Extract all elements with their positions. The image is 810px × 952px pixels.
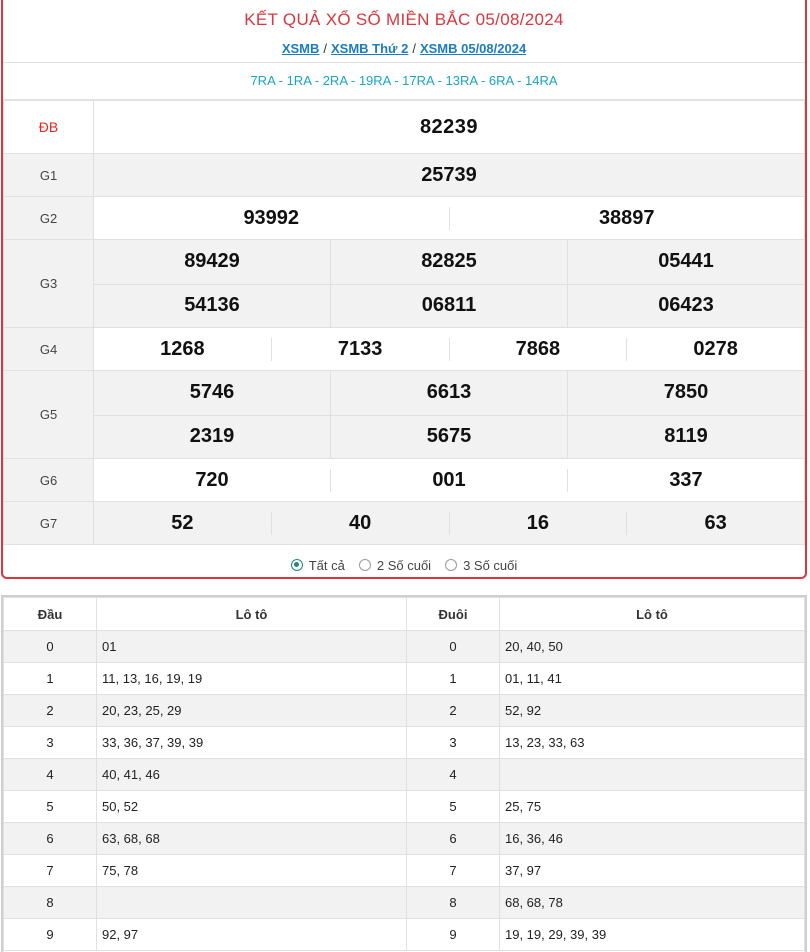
duoi-values: 16, 36, 46 [500,823,805,855]
duoi-digit: 9 [407,919,500,951]
filter-all-radio[interactable] [291,558,345,573]
duoi-digit: 4 [407,759,500,791]
prize-label-g7: G7 [4,502,94,545]
dau-values [97,887,407,919]
prize-label-g3: G3 [4,240,94,328]
breadcrumb-xsmb-thu2-link[interactable]: XSMB Thứ 2 [331,41,409,56]
prize-number: 06423 [567,284,804,328]
prize-number: 5675 [330,415,567,459]
radio-unchecked-icon [445,559,457,571]
prize-label-g1: G1 [4,154,94,197]
radio-unchecked-icon [359,559,371,571]
prize-label-g2: G2 [4,197,94,240]
prize-number: 82825 [330,240,567,284]
duoi-values: 52, 92 [500,695,805,727]
duoi-digit: 8 [407,887,500,919]
prize-number: 38897 [449,207,805,230]
prize-number: 25739 [94,154,805,197]
prize-row-g4 [4,328,805,371]
dau-values: 33, 36, 37, 39, 39 [97,727,407,759]
dau-values: 75, 78 [97,855,407,887]
loto-row [4,727,805,759]
prize-number: 8119 [567,415,804,459]
prize-label-g6: G6 [4,459,94,502]
prize-number: 06811 [330,284,567,328]
header-loto: Lô tô [500,598,805,631]
prize-number: 1268 [160,337,205,360]
results-table [3,100,805,545]
loto-row [4,695,805,727]
result-panel [1,0,807,579]
breadcrumb [3,40,805,62]
prize-row-g7 [4,502,805,545]
prize-row-g6 [4,459,805,502]
loto-row [4,791,805,823]
duoi-digit: 3 [407,727,500,759]
prize-number: 5746 [189,381,235,404]
prize-number: 40 [271,512,449,535]
dau-digit: 5 [4,791,97,823]
prize-row-g3 [4,240,805,328]
prize-number: 001 [330,469,567,492]
dau-digit: 6 [4,823,97,855]
dau-values: 92, 97 [97,919,407,951]
filter-2-digits-radio[interactable] [359,558,431,573]
duoi-digit: 2 [407,695,500,727]
loto-row [4,887,805,919]
loto-panel [1,595,807,952]
prize-number: 93992 [243,206,300,229]
header-dau: Đầu [4,598,97,631]
dau-digit: 1 [4,663,97,695]
prize-number: 7868 [449,338,627,361]
special-prize-number: 82239 [94,101,805,154]
dau-digit: 9 [4,919,97,951]
dau-values: 63, 68, 68 [97,823,407,855]
header-loto: Lô tô [97,598,407,631]
duoi-digit: 1 [407,663,500,695]
duoi-values: 20, 40, 50 [500,631,805,663]
prize-number: 16 [449,512,627,535]
loto-row [4,663,805,695]
dau-digit: 7 [4,855,97,887]
dau-values: 40, 41, 46 [97,759,407,791]
filter-all-label: Tất cả [308,557,345,573]
filter-2-digits-label: 2 Số cuối [376,557,432,573]
duoi-values [500,759,805,791]
duoi-values: 01, 11, 41 [500,663,805,695]
duoi-digit: 7 [407,855,500,887]
radio-checked-icon [291,559,303,571]
dau-values: 50, 52 [97,791,407,823]
prize-number: 63 [626,512,804,535]
prize-row-g2 [4,197,805,240]
loto-row [4,855,805,887]
filter-3-digits-label: 3 Số cuối [463,557,518,573]
prize-number: 337 [567,469,804,492]
duoi-digit: 6 [407,823,500,855]
duoi-values: 19, 19, 29, 39, 39 [500,919,805,951]
draw-codes: 7RA - 1RA - 2RA - 19RA - 17RA - 13RA - 6RA - 14RA [3,62,805,100]
breadcrumb-xsmb-date-link[interactable]: XSMB 05/08/2024 [419,41,527,56]
prize-row-db [4,101,805,154]
duoi-values: 37, 97 [500,855,805,887]
dau-digit: 3 [4,727,97,759]
loto-row [4,759,805,791]
dau-values: 01 [97,631,407,663]
prize-number: 7850 [567,371,804,415]
prize-number: 54136 [94,284,330,328]
prize-number: 0278 [626,338,804,361]
prize-number: 52 [171,511,194,534]
loto-row [4,823,805,855]
duoi-digit: 0 [407,631,500,663]
prize-label-g5: G5 [4,371,94,459]
filter-3-digits-radio[interactable] [445,558,517,573]
dau-digit: 2 [4,695,97,727]
prize-number: 89429 [184,250,240,273]
prize-number: 2319 [94,415,330,459]
breadcrumb-separator: / [323,41,327,56]
dau-values: 20, 23, 25, 29 [97,695,407,727]
prize-row-g5 [4,371,805,459]
dau-values: 11, 13, 16, 19, 19 [97,663,407,695]
page-title: KẾT QUẢ XỔ SỐ MIỀN BẮC 05/08/2024 [244,10,564,29]
prize-number: 05441 [567,240,804,284]
breadcrumb-xsmb-link[interactable]: XSMB [281,41,320,56]
header-duoi: Đuôi [407,598,500,631]
loto-row [4,631,805,663]
digit-filter [3,545,805,585]
loto-header-row [4,598,805,631]
breadcrumb-separator: / [412,41,416,56]
duoi-values: 25, 75 [500,791,805,823]
prize-number: 6613 [330,371,567,415]
prize-number: 720 [195,468,229,491]
prize-row-g1 [4,154,805,197]
loto-table [3,597,805,951]
duoi-digit: 5 [407,791,500,823]
loto-row [4,919,805,951]
dau-digit: 4 [4,759,97,791]
duoi-values: 13, 23, 33, 63 [500,727,805,759]
prize-label-g4: G4 [4,328,94,371]
duoi-values: 68, 68, 78 [500,887,805,919]
prize-label-db: ĐB [4,101,94,154]
dau-digit: 8 [4,887,97,919]
prize-number: 7133 [271,338,449,361]
dau-digit: 0 [4,631,97,663]
